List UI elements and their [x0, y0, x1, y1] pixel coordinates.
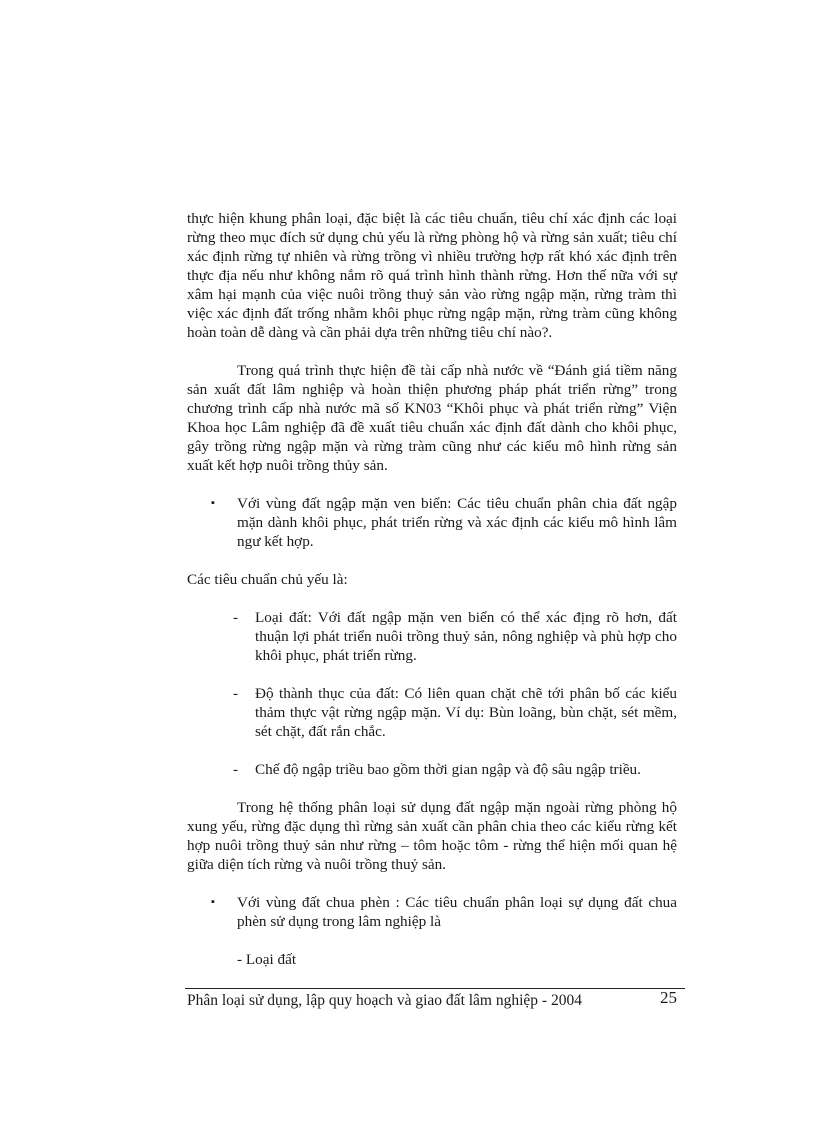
bullet-square-icon: ▪: [211, 497, 215, 509]
dash-marker: -: [233, 761, 239, 778]
paragraph-2: Trong quá trình thực hiện đề tài cấp nhà nước về “Đánh giá tiềm năng sản xuất đất lâm nghiệp và hoàn thiện phương pháp phát triển rừng” trong chương trình cấp nhà nước mã số KN03 “Khôi phục và phát triển rừng” Viện Khoa học Lâm nghiệp đã đề xuất tiêu chuẩn xác định đất dành cho khôi phục, gây trồng rừng ngập mặn và rừng tràm cũng như các kiểu mô hình rừng sản xuất kết hợp nuôi trồng thủy sản.: [187, 362, 677, 474]
bullet-item-coastal: [187, 494, 677, 551]
bullet-text: Với vùng đất ngập mặn ven biển: Các tiêu chuẩn phân chia đất ngập mặn dành khôi phục, phát triển rừng và xác định các kiểu mô hình lâm ngư kết hợp.: [237, 495, 677, 550]
dash-marker: -: [233, 609, 239, 626]
dash-text: Chế độ ngập triều bao gồm thời gian ngập và độ sâu ngập triều.: [255, 761, 641, 778]
paragraph-1: thực hiện khung phân loại, đặc biệt là các tiêu chuẩn, tiêu chí xác định các loại rừng theo mục đích sử dụng chủ yếu là rừng phòng hộ và rừng sản xuất; tiêu chí xác định rừng tự nhiên và rừng trồng vì nhiều trường hợp rất khó xác định trên thực địa nếu như không nắm rõ quá trình hình thành rừng. Hơn thế nữa với sự xâm hại mạnh của việc nuôi trồng thuỷ sản vào rừng ngập mặn, rừng tràm thì việc xác định đất trống nhằm khôi phục rừng ngập mặn, rừng tràm cũng không hoàn toàn dễ dàng và cần phải dựa trên những tiêu chí nào?.: [187, 210, 677, 341]
soil-type-line: - Loại đất: [237, 951, 297, 968]
footer-title: Phân loại sử dụng, lập quy hoạch và giao đất lâm nghiệp - 2004: [187, 992, 582, 1009]
page-number: 25: [660, 988, 677, 1007]
dash-text: Độ thành thục của đất: Có liên quan chặt chẽ tới phân bố các kiểu thảm thực vật rừng ngập mặn. Ví dụ: Bùn loãng, bùn chặt, sét mềm, sét chặt, đất rắn chắc.: [255, 685, 677, 740]
footer-divider: [185, 988, 685, 989]
dash-item-soil-maturity: [187, 684, 677, 741]
bullet-item-acid-sulfate: [187, 893, 677, 931]
criteria-intro: Các tiêu chuẩn chủ yếu là:: [187, 571, 348, 588]
paragraph-3: Trong hệ thống phân loại sử dụng đất ngập mặn ngoài rừng phòng hộ xung yếu, rừng đặc dụng thì rừng sản xuất cần phân chia theo các kiểu rừng kết hợp nuôi trồng thuỷ sản như rừng – tôm hoặc tôm - rừng thể hiện mối quan hệ giữa diện tích rừng và nuôi trồng thuỷ sản.: [187, 799, 677, 873]
dash-text: Loại đất: Với đất ngập mặn ven biển có thể xác địng rõ hơn, đất thuận lợi phát triển nuôi trồng thuỷ sản, nông nghiệp và phù hợp cho khôi phục, phát triển rừng.: [255, 609, 677, 664]
body-text: [187, 209, 677, 969]
bullet-square-icon: ▪: [211, 896, 215, 908]
bullet-text: Với vùng đất chua phèn : Các tiêu chuẩn phân loại sự dụng đất chua phèn sử dụng trong lâm nghiệp là: [237, 894, 677, 930]
dash-item-tide-regime: [187, 760, 677, 779]
dash-marker: -: [233, 685, 239, 702]
dash-item-soil-type: [187, 608, 677, 665]
